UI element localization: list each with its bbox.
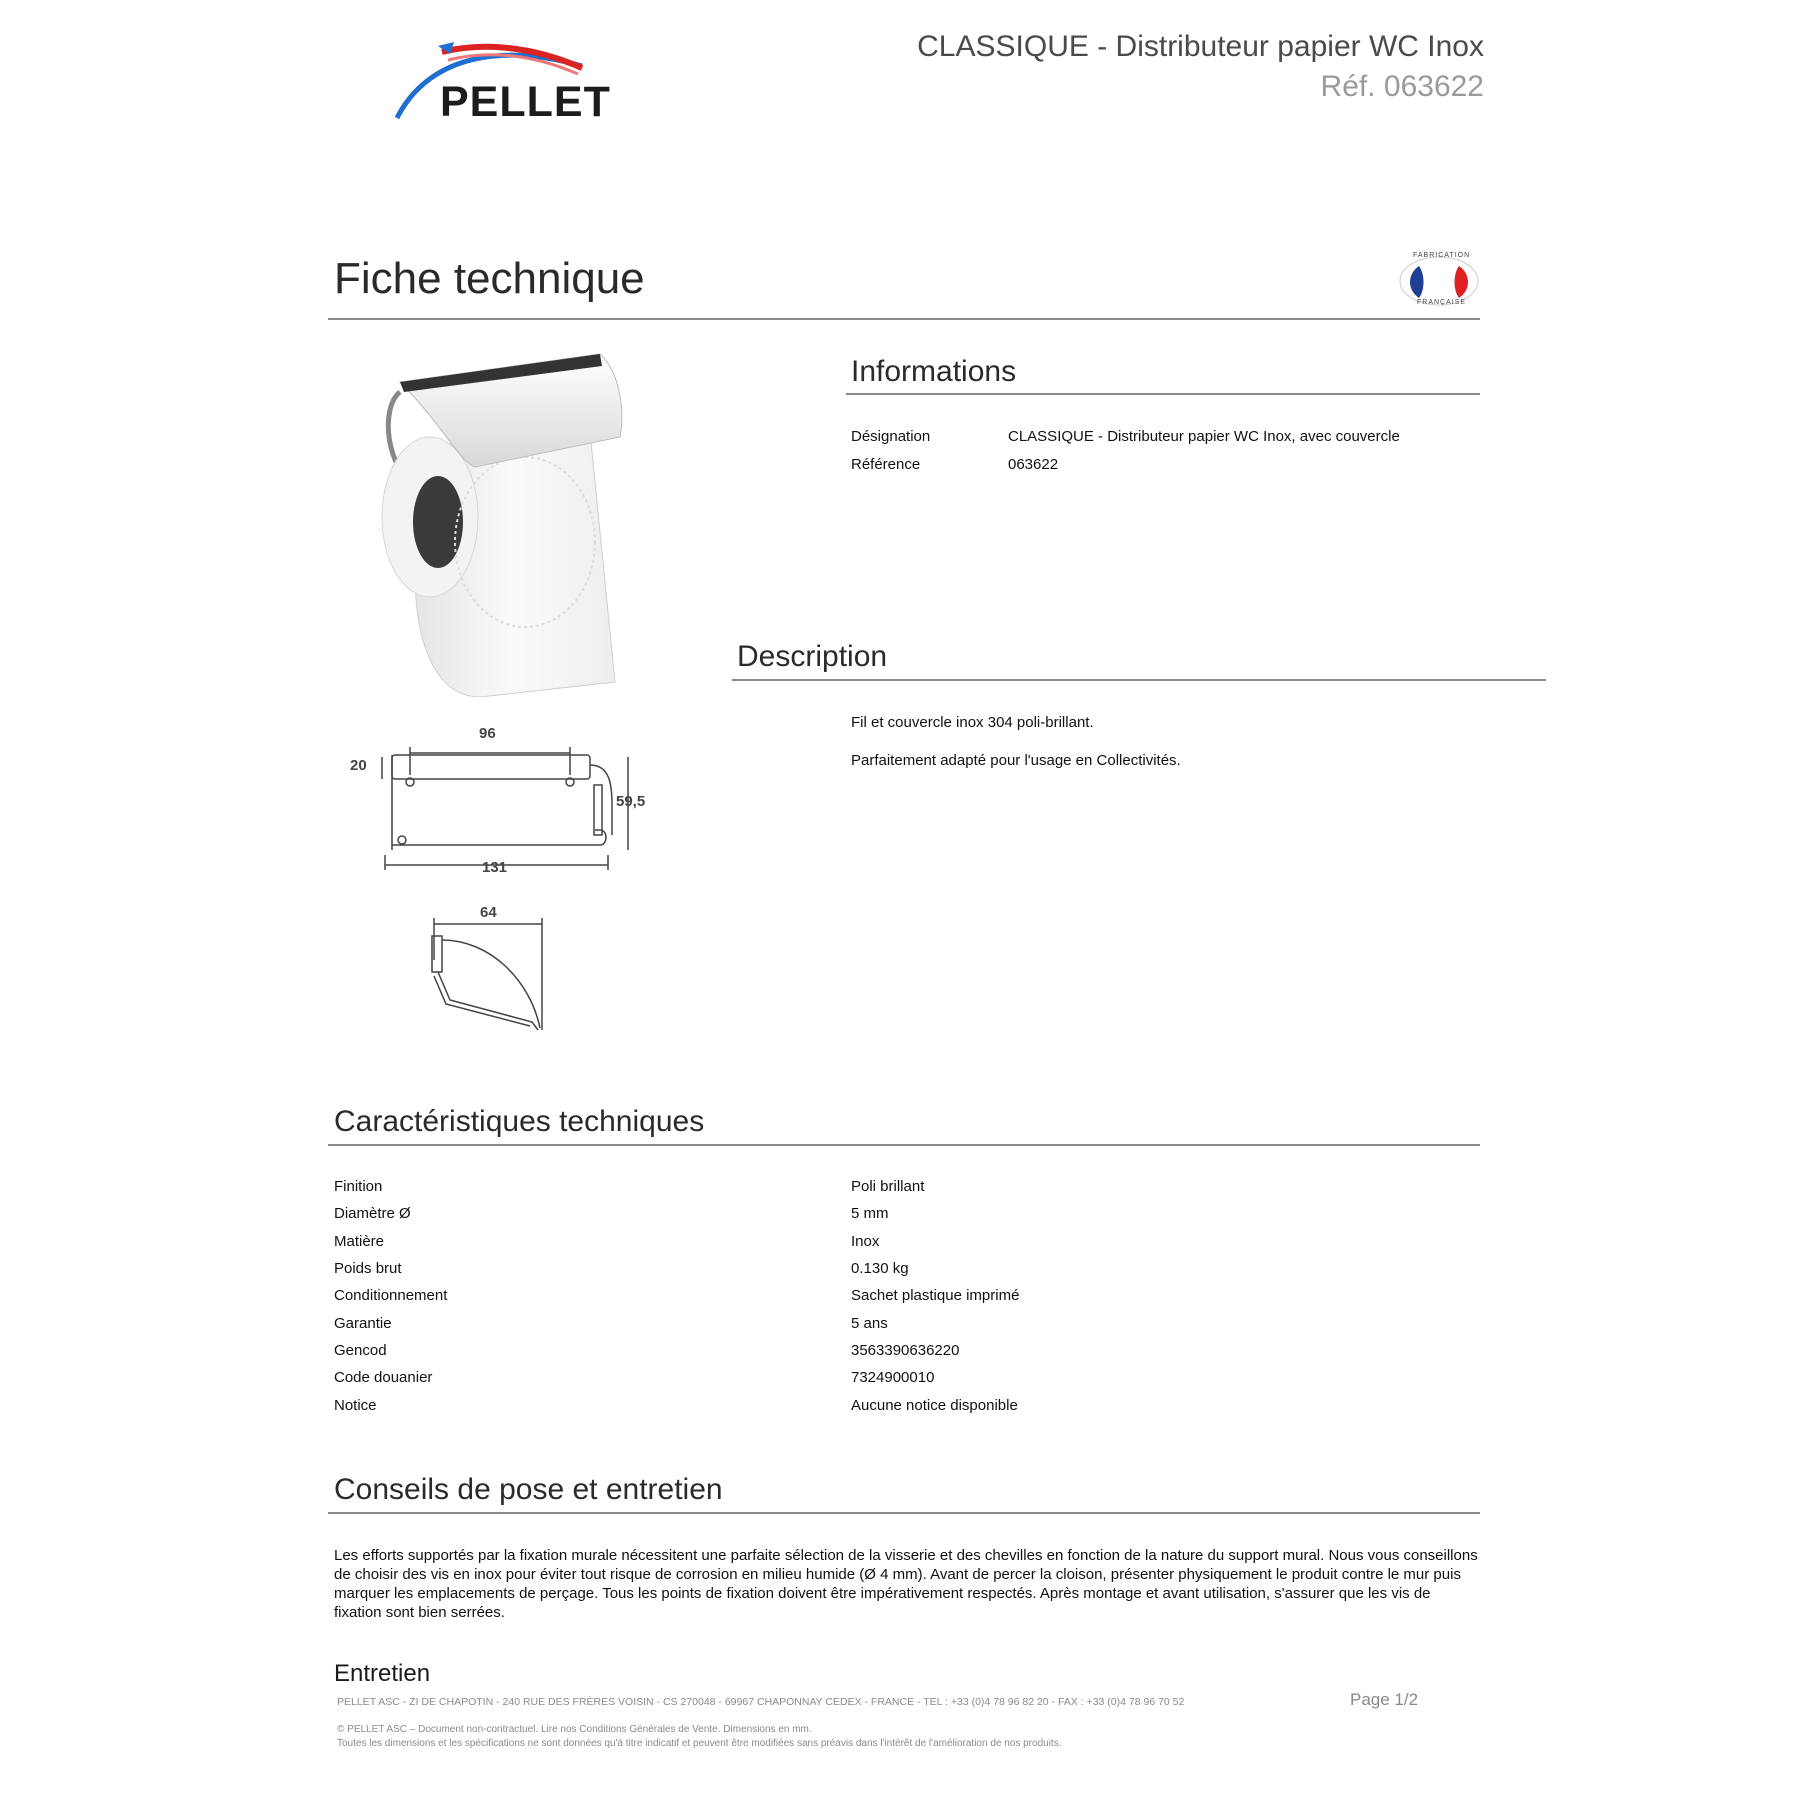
spec-value-code-douanier: 7324900010: [851, 1369, 935, 1386]
dim-width-top: 96: [479, 725, 496, 742]
spec-label-conditionnement: Conditionnement: [334, 1287, 448, 1304]
document-reference: Réf. 063622: [1320, 70, 1484, 103]
spec-label-finition: Finition: [334, 1178, 383, 1195]
page-number: Page 1/2: [1350, 1690, 1419, 1709]
caracteristiques-heading: Caractéristiques techniques: [334, 1105, 705, 1138]
spec-label-gencod: Gencod: [334, 1342, 387, 1359]
badge-top-text: FABRICATION: [1413, 252, 1471, 259]
dim-height-right: 59,5: [616, 793, 646, 810]
dim-side-depth: 64: [480, 904, 497, 921]
spec-value-conditionnement: Sachet plastique imprimé: [851, 1287, 1020, 1304]
spec-label-matiere: Matière: [334, 1233, 385, 1250]
toilet-roll-holder-illustration: [360, 352, 705, 697]
badge-bottom-text: FRANÇAISE: [1417, 299, 1467, 306]
spec-label-poids: Poids brut: [334, 1260, 402, 1277]
brand-name: PELLET: [440, 78, 611, 126]
spec-value-notice: Aucune notice disponible: [851, 1397, 1018, 1414]
info-label-designation: Désignation: [851, 428, 931, 445]
document-title: CLASSIQUE - Distributeur papier WC Inox: [917, 30, 1484, 63]
footer-address: PELLET ASC - ZI DE CHAPOTIN - 240 RUE DES FRÈRES VOISIN - CS 270048 - 69967 CHAPONNAY CEDEX - FRANCE - TEL : +33 (0)4 78 96 82 20 - FAX : +33 (0)4 78 96 70 52: [337, 1696, 1185, 1708]
title-divider: [328, 318, 1480, 320]
product-image: [360, 352, 705, 697]
description-paragraph-1: Fil et couvercle inox 304 poli-brillant.: [851, 714, 1094, 731]
footer-legal-2: Toutes les dimensions et les spécifications ne sont données qu'à titre indicatif et peuvent être modifiées sans préavis dans l'intérêt de l'amélioration de nos produits.: [337, 1738, 1062, 1749]
front-dimension-drawing: [350, 725, 660, 875]
info-label-reference: Référence: [851, 456, 921, 473]
conseils-divider: [328, 1512, 1480, 1514]
footer-legal-1: © PELLET ASC – Document non-contractuel. Lire nos Conditions Générales de Vente. Dimensions en mm.: [337, 1724, 812, 1735]
spec-value-finition: Poli brillant: [851, 1178, 925, 1195]
info-value-designation: CLASSIQUE - Distributeur papier WC Inox, avec couvercle: [1008, 428, 1400, 445]
description-paragraph-2: Parfaitement adapté pour l'usage en Collectivités.: [851, 752, 1181, 769]
spec-value-poids: 0.130 kg: [851, 1260, 909, 1277]
page-title: Fiche technique: [334, 254, 645, 303]
entretien-heading: Entretien: [334, 1660, 431, 1687]
spec-label-notice: Notice: [334, 1397, 377, 1414]
spec-value-diametre: 5 mm: [851, 1205, 889, 1222]
dim-width-bottom: 131: [482, 859, 508, 876]
conseils-heading: Conseils de pose et entretien: [334, 1473, 723, 1506]
informations-heading: Informations: [851, 355, 1017, 388]
info-value-reference: 063622: [1008, 456, 1059, 473]
description-heading: Description: [737, 640, 888, 673]
front-view-schematic: [350, 725, 660, 875]
spec-label-code-douanier: Code douanier: [334, 1369, 433, 1386]
conseils-paragraph: Les efforts supportés par la fixation murale nécessitent une parfaite sélection de la visserie et des chevilles en fonction de la nature du support mural. Nous vous conseillons de choisir des vis en inox pour éviter tout risque de corrosion en milieu humide (Ø 4 mm). Avant de percer la cloison, présenter physiquement le produit contre le mur puis marquer les emplacements de perçage. Tous les points de fixation doivent être impérativement respectés. Après montage et avant utilisation, s'assurer que les vis de fixation sont bien serrées.: [334, 1547, 1478, 1621]
fabrication-francaise-badge: [1397, 254, 1481, 308]
description-divider: [732, 679, 1546, 681]
informations-divider: [846, 393, 1480, 395]
dim-depth-left: 20: [350, 757, 367, 774]
spec-label-diametre: Diamètre Ø: [334, 1205, 411, 1222]
spec-label-garantie: Garantie: [334, 1315, 392, 1332]
spec-value-gencod: 3563390636220: [851, 1342, 960, 1359]
side-dimension-drawing: [420, 900, 550, 1035]
caracteristiques-divider: [328, 1144, 1480, 1146]
spec-value-matiere: Inox: [851, 1233, 880, 1250]
spec-value-garantie: 5 ans: [851, 1315, 888, 1332]
